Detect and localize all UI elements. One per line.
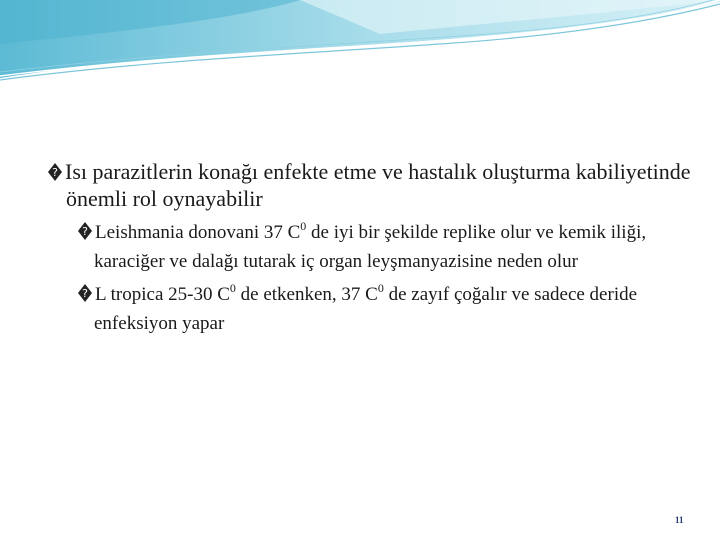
missing-glyph-icon: [78, 218, 95, 247]
superscript: 0: [377, 281, 384, 295]
bullet-3-text-a: L tropica 25-30 C: [95, 284, 230, 305]
page-number: 11: [675, 515, 684, 525]
bullet-item-3: [78, 280, 698, 338]
missing-glyph-icon: [48, 158, 65, 185]
svg-text:?: ?: [82, 287, 88, 300]
slide-content: [48, 158, 698, 342]
header-wave-decoration: [0, 0, 720, 90]
bullet-2-text-a: Leishmania donovani 37 C: [95, 222, 301, 243]
bullet-3-text-b: de etkenken, 37 C: [235, 284, 378, 305]
bullet-1-text: Isı parazitlerin konağı enfekte etme ve hastalık oluşturma kabiliyetinde önemli rol oynayabilir: [65, 159, 691, 211]
svg-text:?: ?: [82, 225, 88, 238]
bullet-2-text-b: de iyi bir şekilde replike olur ve kemik iliği, karaciğer ve dalağı tutarak iç organ leyşmanyazisine neden olur: [94, 222, 647, 272]
bullet-item-1: [48, 158, 698, 212]
bullet-item-2: [78, 218, 698, 276]
missing-glyph-icon: [78, 280, 95, 309]
superscript: 0: [229, 281, 236, 295]
svg-text:?: ?: [52, 166, 58, 179]
superscript: 0: [300, 219, 307, 233]
bullet-3-text-c: de zayıf çoğalır ve sadece deride enfeksiyon yapar: [94, 284, 638, 334]
